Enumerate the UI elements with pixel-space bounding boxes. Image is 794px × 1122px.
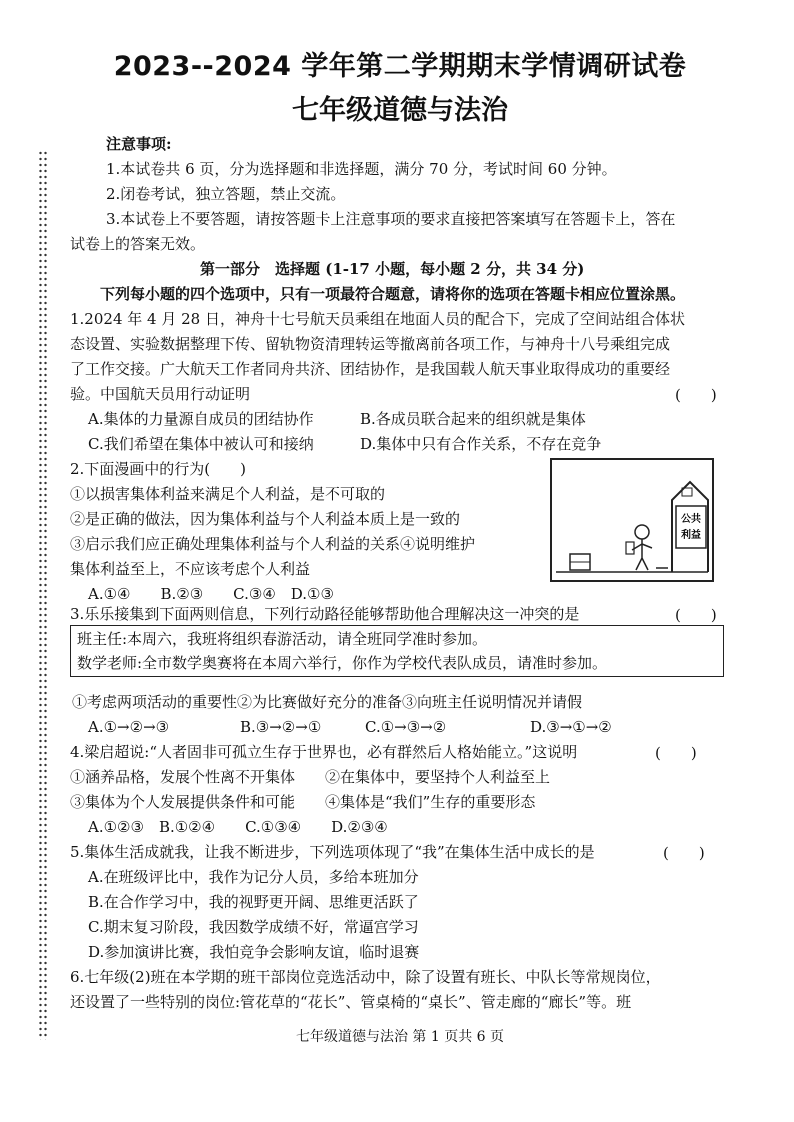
q3-statements: ①考虑两项活动的重要性②为比赛做好充分的准备③向班主任说明情况并请假 [72,693,583,711]
q2-options: A.①④ B.②③ C.③④ D.①③ [88,585,334,603]
q2-statement-3: ③启示我们应正确处理集体利益与个人利益的关系④说明维护 [70,535,476,553]
q3-answer-paren: ( ) [675,606,717,624]
q1-line-3: 了工作交接。广大航天工作者同舟共济、团结协作，是我国载人航天事业取得成功的重要经 [70,360,671,378]
q2-statement-1: ①以损害集体利益来满足个人利益，是不可取的 [70,485,386,503]
exam-title: 2023--2024 学年第二学期期末学情调研试卷 [113,51,687,82]
cartoon-illustration [550,458,714,582]
q5-option-a: A.在班级评比中，我作为记分人员，多给本班加分 [88,868,419,886]
q3-option-b: B.③→②→① [240,718,322,736]
section-instruction: 下列每小题的四个选项中，只有一项最符合题意，请将你的选项在答题卡相应位置涂黑。 [100,285,686,303]
q1-line-4: 验。中国航天员用行动证明 [70,385,251,403]
exam-subject: 七年级道德与法治 [292,95,508,126]
cartoon-drawing [552,460,712,580]
q1-option-a: A.集体的力量源自成员的团结协作 [88,410,314,428]
q4-statement-row-1: ①涵养品格，发展个性离不开集体 ②在集体中，要坚持个人利益至上 [70,768,551,786]
cartoon-sign-line2: 利益 [681,530,701,541]
q1-line-1: 1.2024 年 4 月 28 日，神舟十七号航天员乘组在地面人员的配合下，完成了空间站组合体状 [70,310,685,328]
notes-heading: 注意事项: [106,135,172,153]
q5-stem: 5.集体生活成就我，让我不断进步，下列选项体现了“我”在集体生活中成长的是 [70,843,595,861]
q1-answer-paren: ( ) [675,386,717,404]
q1-option-b: B.各成员联合起来的组织就是集体 [360,410,586,428]
q2-stem: 2.下面漫画中的行为( ) [70,460,247,478]
notes-item-3-cont: 试卷上的答案无效。 [70,235,206,253]
section-title: 第一部分 选择题 (1-17 小题，每小题 2 分，共 34 分) [200,260,585,278]
q1-option-d: D.集体中只有合作关系，不存在竞争 [360,435,602,453]
notes-item-3: 3.本试卷上不要答题，请按答题卡上注意事项的要求直接把答案填写在答题卡上，答在 [106,210,676,228]
q5-option-c: C.期末复习阶段，我因数学成绩不好，常逼宫学习 [88,918,419,936]
q5-option-d: D.参加演讲比赛，我怕竞争会影响友谊，临时退赛 [88,943,420,961]
binding-dotted-line [38,150,48,1040]
q4-options: A.①②③ B.①②④ C.①③④ D.②③④ [88,818,388,836]
q3-stem: 3.乐乐接集到下面两则信息，下列行动路径能够帮助他合理解决这一冲突的是 [70,605,580,623]
q5-option-b: B.在合作学习中，我的视野更开阔、思维更活跃了 [88,893,419,911]
q4-answer-paren: ( ) [655,744,697,762]
q4-statement-row-2: ③集体为个人发展提供条件和可能 ④集体是“我们”生存的重要形态 [70,793,536,811]
cartoon-sign-line1: 公共 [681,514,701,525]
notes-item-2: 2.闭卷考试，独立答题，禁止交流。 [106,185,346,203]
q2-statement-4: 集体利益至上，不应该考虑个人利益 [70,560,311,578]
q5-answer-paren: ( ) [663,844,705,862]
q3-option-d: D.③→①→② [530,718,612,736]
q4-stem: 4.梁启超说:“人者固非可孤立生存于世界也，必有群然后人格始能立。”这说明 [70,743,578,761]
q3-option-a: A.①→②→③ [88,718,170,736]
q3-info-box [70,625,724,677]
q3-info-math-teacher: 数学老师:全市数学奥赛将在本周六举行，你作为学校代表队成员，请准时参加。 [77,654,608,672]
q2-statement-2: ②是正确的做法，因为集体利益与个人利益本质上是一致的 [70,510,461,528]
q1-line-2: 态设置、实验数据整理下传、留轨物资清理转运等撤离前各项工作，与神舟十八号乘组完成 [70,335,671,353]
page-footer: 七年级道德与法治 第 1 页共 6 页 [295,1029,505,1045]
q6-line-1: 6.七年级(2)班在本学期的班干部岗位竞选活动中，除了设置有班长、中队长等常规岗位， [70,968,661,986]
q6-line-2: 还设置了一些特别的岗位:管花草的“花长”、管桌椅的“桌长”、管走廊的“廊长”等。班 [70,993,632,1011]
q3-option-c: C.①→③→② [365,718,447,736]
notes-item-1: 1.本试卷共 6 页，分为选择题和非选择题，满分 70 分，考试时间 60 分钟。 [106,160,617,178]
q3-info-teacher: 班主任:本周六，我班将组织春游活动，请全班同学准时参加。 [77,630,488,648]
q1-option-c: C.我们希望在集体中被认可和接纳 [88,435,314,453]
